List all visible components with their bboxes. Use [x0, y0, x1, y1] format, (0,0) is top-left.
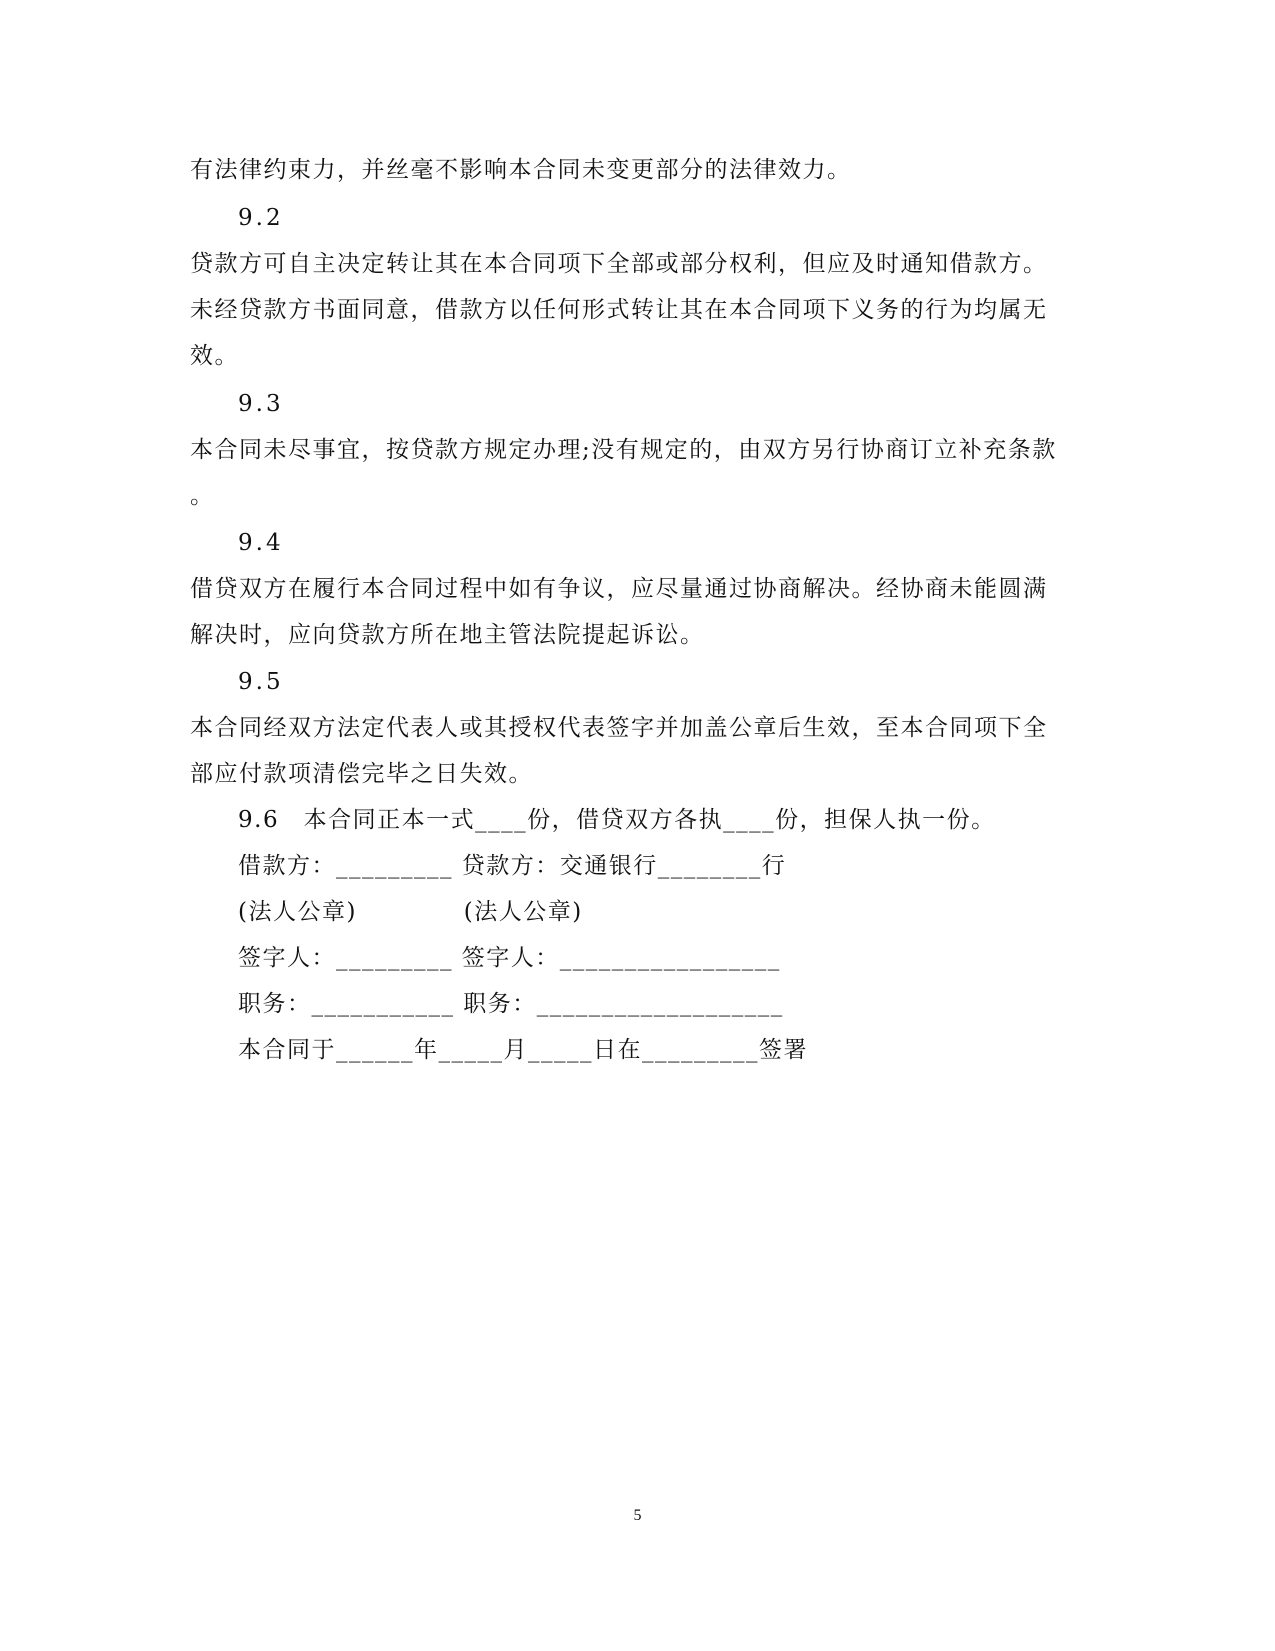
- page-number: 5: [633, 1507, 642, 1524]
- clause-number: 9.5: [238, 669, 284, 695]
- clause-number: 9.2: [238, 205, 284, 231]
- seal-line: (法人公章) (法人公章): [238, 899, 583, 925]
- text-line: 解决时，应向贷款方所在地主管法院提起诉讼。: [190, 622, 705, 648]
- clause-number: 9.3: [238, 391, 284, 417]
- signatory-line: 签字人：_________ 签字人：_________________: [238, 945, 781, 971]
- parties-line: 借款方：_________ 贷款方：交通银行________行: [238, 853, 787, 879]
- signing-date-line: 本合同于______年_____月_____日在_________签署: [238, 1037, 808, 1063]
- text-line: 贷款方可自主决定转让其在本合同项下全部或部分权利，但应及时通知借款方。: [190, 251, 1048, 277]
- text-line: 本合同未尽事宜，按贷款方规定办理;没有规定的，由双方另行协商订立补充条款: [190, 437, 1057, 463]
- clause-number: 9.4: [238, 530, 284, 556]
- position-line: 职务：___________ 职务：___________________: [238, 991, 784, 1017]
- text-line: 效。: [190, 343, 239, 369]
- text-line: 借贷双方在履行本合同过程中如有争议，应尽量通过协商解决。经协商未能圆满: [190, 576, 1048, 602]
- text-line: 有法律约束力，并丝毫不影响本合同未变更部分的法律效力。: [190, 157, 852, 183]
- copies-line: 9.6 本合同正本一式____份，借贷双方各执____份，担保人执一份。: [238, 807, 996, 833]
- text-line: 部应付款项清偿完毕之日失效。: [190, 761, 533, 787]
- text-line: 。: [190, 483, 215, 509]
- text-line: 未经贷款方书面同意，借款方以任何形式转让其在本合同项下义务的行为均属无: [190, 297, 1048, 323]
- text-line: 本合同经双方法定代表人或其授权代表签字并加盖公章后生效，至本合同项下全: [190, 715, 1048, 741]
